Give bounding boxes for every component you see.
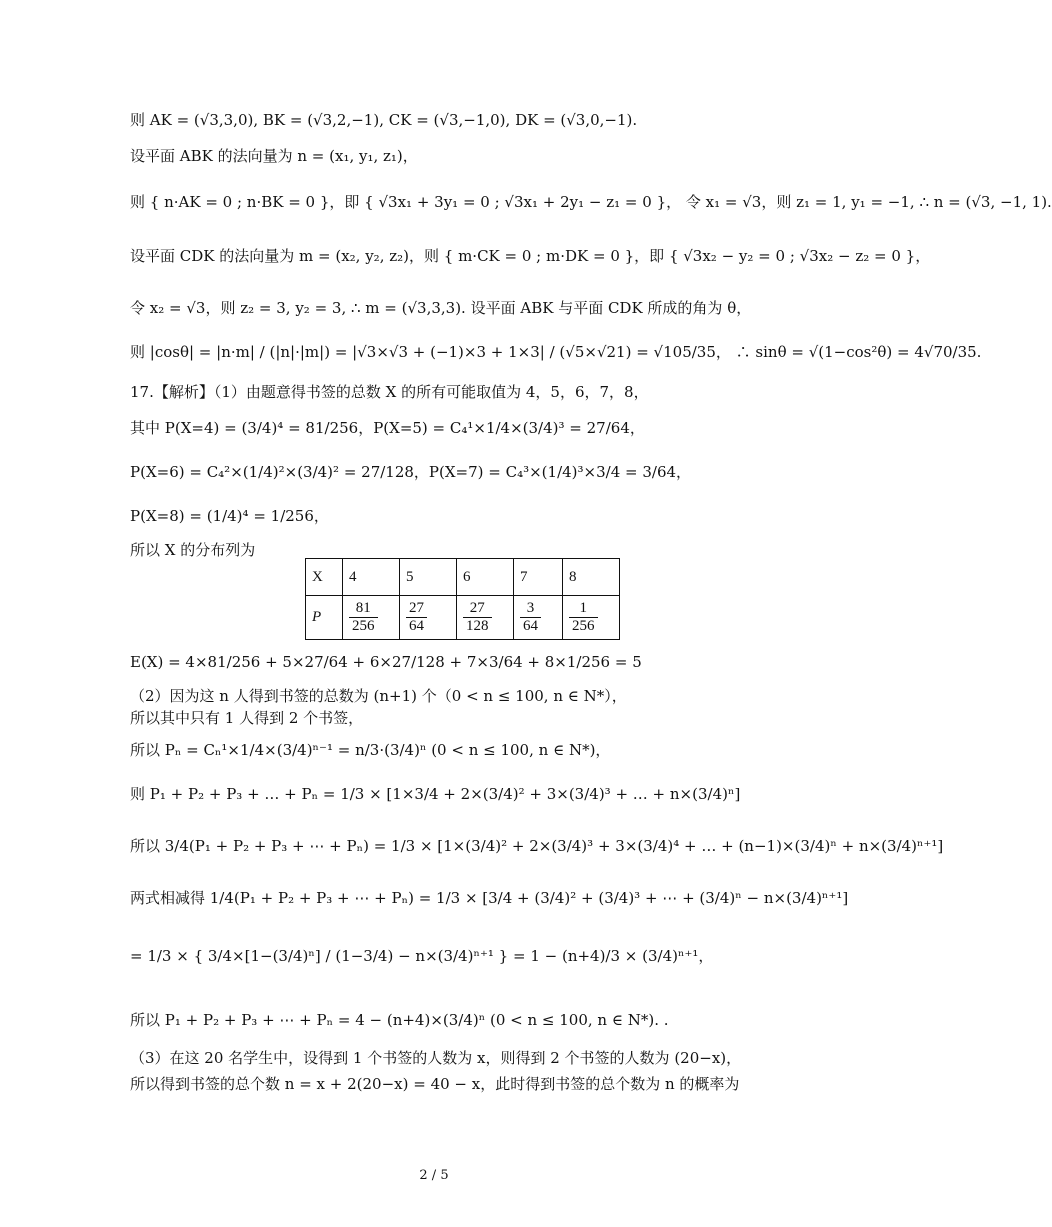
table-row-p: [306, 596, 620, 640]
table-cell: [563, 596, 620, 640]
denominator: 64: [409, 617, 424, 634]
fraction: [463, 600, 492, 634]
line-distribution-label: 所以 X 的分布列为: [130, 541, 256, 559]
line-part3-total: 所以得到书签的总个数 n = x + 2(20−x) = 40 − x，此时得到书签的总个数为 n 的概率为: [130, 1075, 740, 1093]
page-number: 2 / 5: [419, 1168, 449, 1183]
numerator: 1: [569, 600, 598, 618]
fraction: [406, 600, 427, 634]
denominator: 64: [523, 617, 538, 634]
line-sum-result: 所以 P₁ + P₂ + P₃ + ⋯ + Pₙ = 4 − (n+4)×(3/4)ⁿ (0 < n ≤ 100, n ∈ N*). .: [130, 1011, 669, 1029]
table-cell: 8: [563, 559, 620, 596]
line-q17-intro: 17.【解析】（1）由题意得书签的总数 X 的所有可能取值为 4，5，6，7，8，: [130, 383, 649, 401]
table-cell: [343, 596, 400, 640]
table-cell: 7: [514, 559, 563, 596]
table-cell: P: [306, 596, 343, 640]
numerator: 27: [463, 600, 492, 618]
line-expectation: E(X) = 4×81/256 + 5×27/64 + 6×27/128 + 7×3/64 + 8×1/256 = 5: [130, 653, 642, 671]
table-cell: 6: [457, 559, 514, 596]
fraction: [520, 600, 541, 634]
fraction: [349, 600, 378, 634]
numerator: 81: [349, 600, 378, 618]
table-cell: 5: [400, 559, 457, 596]
denominator: 128: [466, 617, 489, 634]
table-cell: [514, 596, 563, 640]
line-subtract: 两式相减得 1/4(P₁ + P₂ + P₃ + ⋯ + Pₙ) = 1/3 × [3/4 + (3/4)² + (3/4)³ + ⋯ + (3/4)ⁿ − n×(3/4)ⁿ⁺¹]: [130, 889, 849, 907]
denominator: 256: [352, 617, 375, 634]
line-simplify: = 1/3 × { 3/4×[1−(3/4)ⁿ] / (1−3/4) − n×(3/4)ⁿ⁺¹ } = 1 − (n+4)/3 × (3/4)ⁿ⁺¹，: [130, 947, 714, 965]
line-normal-abk: 设平面 ABK 的法向量为 n = (x₁, y₁, z₁)，: [130, 147, 418, 165]
table-cell: 4: [343, 559, 400, 596]
line-p4-p5: 其中 P(X=4) = (3/4)⁴ = 81/256，P(X=5) = C₄¹×1/4×(3/4)³ = 27/64，: [130, 419, 645, 437]
line-p8: P(X=8) = (1/4)⁴ = 1/256，: [130, 507, 329, 525]
fraction: [569, 600, 598, 634]
line-pn: 所以 Pₙ = Cₙ¹×1/4×(3/4)ⁿ⁻¹ = n/3·(3/4)ⁿ (0 < n ≤ 100, n ∈ N*)，: [130, 741, 611, 759]
line-normal-cdk: 设平面 CDK 的法向量为 m = (x₂, y₂, z₂)，则 { m·CK = 0 ; m·DK = 0 }，即 { √3x₂ − y₂ = 0 ; √3x₂ − z₂ = 0 }，: [130, 247, 931, 265]
line-sum-2: 所以 3/4(P₁ + P₂ + P₃ + ⋯ + Pₙ) = 1/3 × [1×(3/4)² + 2×(3/4)³ + 3×(3/4)⁴ + … + (n−1)×(3/4)ⁿ + n×(3/4)ⁿ⁺¹]: [130, 837, 944, 855]
table-cell: [457, 596, 514, 640]
table-row-x: [306, 559, 620, 596]
line-m-vector: 令 x₂ = √3，则 z₂ = 3, y₂ = 3, ∴ m = (√3,3,3). 设平面 ABK 与平面 CDK 所成的角为 θ，: [130, 299, 752, 317]
table-cell: [400, 596, 457, 640]
line-part3-intro: （3）在这 20 名学生中，设得到 1 个书签的人数为 x，则得到 2 个书签的人数为 (20−x)，: [130, 1049, 742, 1067]
line-one-person: 所以其中只有 1 人得到 2 个书签，: [130, 709, 364, 727]
numerator: 3: [520, 600, 541, 618]
line-part2-intro: （2）因为这 n 人得到书签的总数为 (n+1) 个（0 < n ≤ 100, n ∈ N*），: [130, 687, 627, 705]
line-sum-1: 则 P₁ + P₂ + P₃ + … + Pₙ = 1/3 × [1×3/4 + 2×(3/4)² + 3×(3/4)³ + … + n×(3/4)ⁿ]: [130, 785, 741, 803]
line-p6-p7: P(X=6) = C₄²×(1/4)²×(3/4)² = 27/128，P(X=7) = C₄³×(1/4)³×3/4 = 3/64，: [130, 463, 692, 481]
distribution-table: [305, 558, 620, 640]
line-vectors: 则 AK = (√3,3,0), BK = (√3,2,−1), CK = (√3,−1,0), DK = (√3,0,−1).: [130, 111, 638, 129]
line-system-abk: 则 { n·AK = 0 ; n·BK = 0 }，即 { √3x₁ + 3y₁ = 0 ; √3x₁ + 2y₁ − z₁ = 0 }， 令 x₁ = √3，则 z₁ = 1, y₁ = −1, ∴ n = (√3, −1, 1).: [130, 193, 1052, 211]
denominator: 256: [572, 617, 595, 634]
numerator: 27: [406, 600, 427, 618]
line-cos-theta: 则 |cosθ| = |n·m| / (|n|·|m|) = |√3×√3 + (−1)×3 + 1×3| / (√5×√21) = √105/35， ∴ sinθ = √(1−cos²θ) = 4√70/35.: [130, 343, 982, 361]
table-cell: X: [306, 559, 343, 596]
